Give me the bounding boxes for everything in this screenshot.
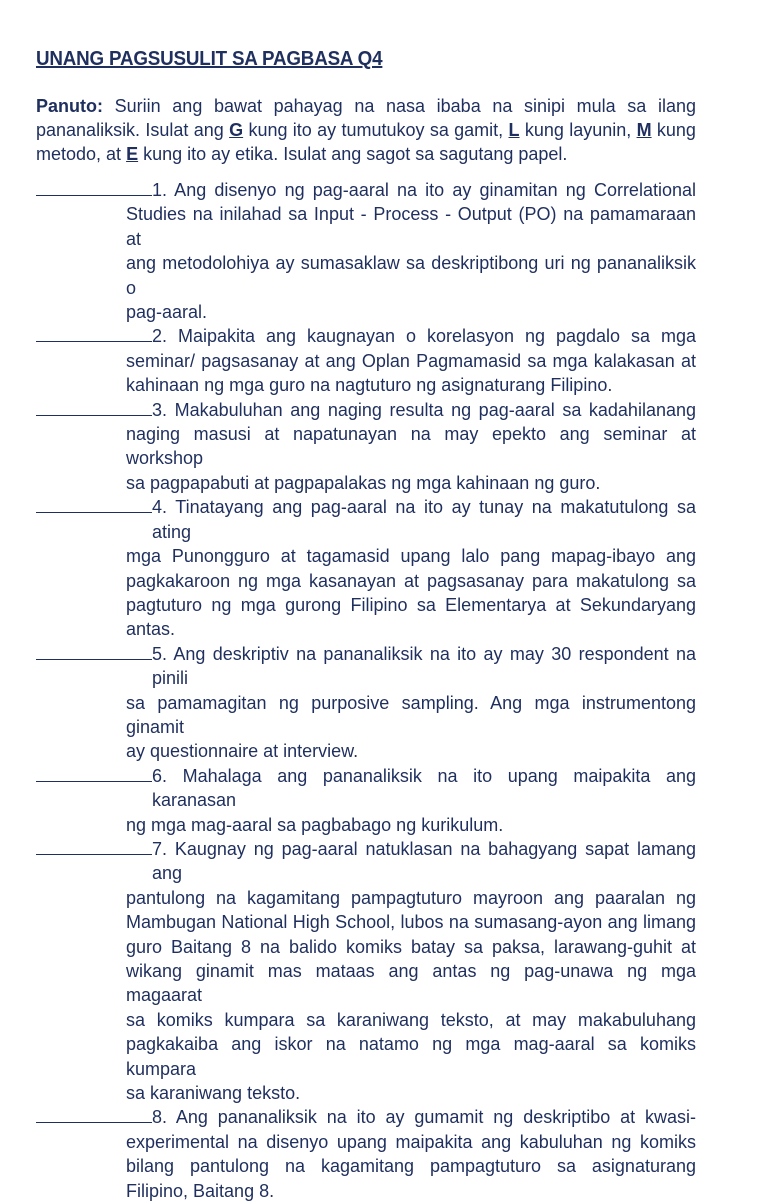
question-continuation (126, 544, 696, 642)
question-text-line: Studies na inilahad sa Input - Process - Output (PO) na pamamaraan at (126, 204, 696, 249)
question-item (36, 178, 696, 324)
instructions-text: kung metodo, at (36, 120, 696, 164)
answer-blank[interactable] (36, 837, 152, 855)
answer-blank[interactable] (36, 764, 152, 782)
question-first-line (36, 178, 696, 202)
question-first-line (36, 1105, 696, 1129)
question-text-line: Filipino, Baitang 8. (126, 1180, 275, 1201)
instructions-text: kung layunin, (524, 120, 632, 140)
question-item (36, 764, 696, 837)
question-text-line: kahinaan ng mga guro na nagtuturo ng asignaturang Filipino. (126, 375, 613, 396)
question-text-line: antas. (126, 619, 176, 640)
instructions-label: Panuto: (36, 96, 103, 116)
question-continuation (126, 422, 696, 495)
page-title: UNANG PAGSUSULIT SA PAGBASA Q4 (36, 48, 383, 70)
answer-blank[interactable] (36, 1105, 152, 1123)
question-continuation (126, 1130, 696, 1203)
answer-blank[interactable] (36, 324, 152, 342)
question-first-line (36, 398, 696, 422)
question-item (36, 398, 696, 496)
key-m: M (636, 120, 652, 140)
question-text-line: pag-aaral. (126, 302, 208, 323)
question-text-line: wikang ginamit mas mataas ang antas ng pag-unawa ng mga magaarat (126, 961, 696, 1006)
question-list (36, 178, 696, 1203)
question-text-line: mga Punongguro at tagamasid upang lalo pang mapag-ibayo ang (126, 546, 696, 567)
question-text-line: experimental na disenyo upang maipakita ang kabuluhan ng komiks (126, 1131, 696, 1152)
question-text-line: pantulong na kagamitang pampagtuturo mayroon ang paaralan ng (126, 887, 696, 908)
answer-blank[interactable] (36, 642, 152, 660)
question-text-line: sa pamamagitan ng purposive sampling. Ang mga instrumentong ginamit (126, 692, 696, 737)
question-item (36, 1105, 696, 1203)
question-text-line: sa pagpapabuti at pagpapalakas ng mga kahinaan ng guro. (126, 472, 601, 493)
question-text-line: Mambugan National High School, lubos na sumasang-ayon ang limang (126, 912, 696, 933)
answer-blank[interactable] (36, 398, 152, 416)
instructions-paragraph (36, 94, 696, 166)
question-text: 3. Makabuluhan ang naging resulta ng pag-aaral sa kadahilanang (152, 399, 696, 420)
question-text-line: seminar/ pagsasanay at ang Oplan Pagmamasid sa mga kalakasan at (126, 350, 696, 371)
question-text: 7. Kaugnay ng pag-aaral natuklasan na bahagyang sapat lamang ang (152, 838, 696, 884)
key-g: G (229, 120, 244, 140)
question-text-line: ang metodolohiya ay sumasaklaw sa deskriptibong uri ng pananaliksik o (126, 253, 696, 298)
question-text-line: pagkakaroon ng mga kasanayan at pagsasanay para makatulong sa (126, 570, 696, 591)
question-text: 1. Ang disenyo ng pag-aaral na ito ay ginamitan ng Correlational (152, 180, 696, 200)
question-text-line: sa komiks kumpara sa karaniwang teksto, at may makabuluhang (126, 1009, 696, 1030)
question-text: 4. Tinatayang ang pag-aaral na ito ay tunay na makatutulong sa ating (152, 497, 696, 542)
question-text: 8. Ang pananaliksik na ito ay gumamit ng deskriptibo at kwasi- (152, 1107, 696, 1128)
answer-blank[interactable] (36, 495, 152, 513)
instructions-text: kung ito ay tumutukoy sa gamit, (248, 120, 504, 140)
question-text: 5. Ang deskriptiv na pananaliksik na ito ay may 30 respondent na pinili (152, 643, 696, 689)
question-first-line (36, 324, 696, 348)
question-first-line (36, 837, 696, 886)
question-text-line: pagtuturo ng mga gurong Filipino sa Elementarya at Sekundaryang (126, 594, 696, 615)
question-continuation (126, 349, 696, 398)
question-continuation (126, 813, 696, 837)
question-item (36, 642, 696, 764)
question-text-line: ng mga mag-aaral sa pagbabago ng kurikulum. (126, 814, 504, 835)
question-first-line (36, 764, 696, 813)
instructions-text: Suriin ang bawat pahayag na nasa ibaba na sinipi mula sa ilang pananaliksik. Isulat ang (36, 96, 696, 140)
question-text-line: ay questionnaire at interview. (126, 741, 359, 762)
key-l: L (508, 120, 520, 140)
question-continuation (126, 202, 696, 324)
question-text-line: pagkakaiba ang iskor na natamo ng mga mag-aaral sa komiks kumpara (126, 1034, 696, 1079)
question-first-line (36, 642, 696, 691)
question-text-line: bilang pantulong na kagamitang pampagtuturo sa asignaturang (126, 1156, 696, 1177)
answer-blank[interactable] (36, 178, 152, 196)
question-continuation (126, 691, 696, 764)
question-item (36, 324, 696, 397)
question-item (36, 495, 696, 641)
question-text-line: sa karaniwang teksto. (126, 1083, 301, 1104)
key-e: E (126, 144, 139, 164)
question-continuation (126, 886, 696, 1106)
question-text: 6. Mahalaga ang pananaliksik na ito upang maipakita ang karanasan (152, 765, 696, 811)
question-text-line: guro Baitang 8 na balido komiks batay sa paksa, larawang-guhit at (126, 936, 696, 957)
instructions-text: kung ito ay etika. Isulat ang sagot sa sagutang papel. (143, 144, 568, 164)
question-text: 2. Maipakita ang kaugnayan o korelasyon ng pagdalo sa mga (152, 326, 696, 347)
question-text-line: naging masusi at napatunayan na may epekto ang seminar at workshop (126, 424, 696, 469)
question-first-line (36, 495, 696, 544)
question-item (36, 837, 696, 1105)
